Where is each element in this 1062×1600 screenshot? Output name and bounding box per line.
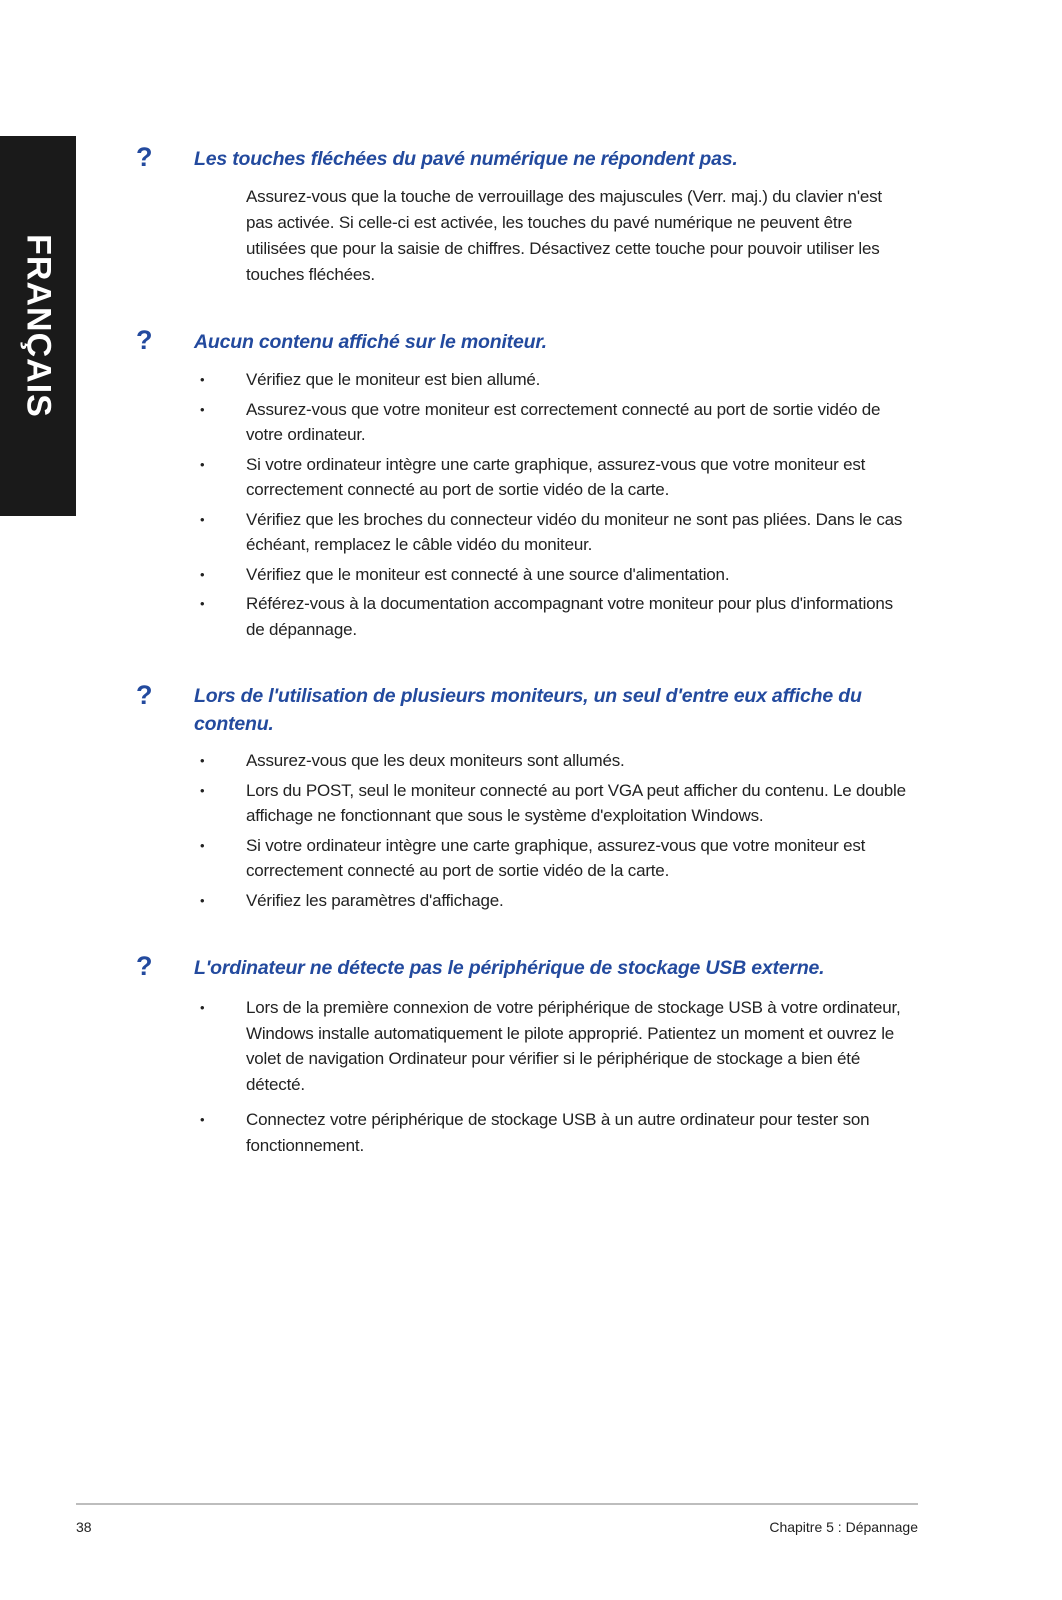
list-item: • Assurez-vous que votre moniteur est correctement connecté au port de sortie vidéo de votre ordinateur. (0, 397, 910, 448)
page-number: 38 (76, 1519, 92, 1535)
bullet-icon: • (200, 837, 205, 853)
list-item: • Lors du POST, seul le moniteur connecté au port VGA peut afficher du contenu. Le double affichage ne fonctionnant que sous le système d'exploitation Windows. (0, 778, 910, 829)
language-tab-label: FRANÇAIS (19, 234, 58, 418)
question-icon: ? (136, 680, 153, 710)
question-icon: ? (136, 142, 153, 172)
footer-divider (76, 1503, 918, 1505)
bullet-icon: • (200, 596, 205, 611)
bullet-icon: • (200, 401, 205, 417)
bullet-icon: • (200, 456, 205, 472)
bullet-icon: • (200, 1112, 205, 1127)
list-item: • Vérifiez que le moniteur est bien allumé. (0, 367, 910, 393)
bullet-icon: • (200, 892, 205, 908)
list-item: • Vérifiez les paramètres d'affichage. (0, 888, 910, 914)
faq-question-title: Les touches fléchées du pavé numérique ne répondent pas. (194, 148, 738, 170)
faq-answer-list (0, 995, 1062, 1168)
faq-answer-list (0, 367, 1062, 646)
bullet-icon: • (200, 753, 205, 768)
faq-answer-list (0, 748, 1062, 917)
bullet-icon: • (200, 372, 205, 387)
question-icon: ? (136, 325, 153, 355)
bullet-icon: • (200, 511, 205, 527)
list-item: • Vérifiez que le moniteur est connecté à une source d'alimentation. (0, 562, 910, 588)
faq-question-title: L'ordinateur ne détecte pas le périphérique de stockage USB externe. (194, 957, 825, 979)
list-item: • Référez-vous à la documentation accompagnant votre moniteur pour plus d'informations de dépannage. (0, 591, 910, 642)
bullet-icon: • (200, 566, 205, 582)
bullet-icon: • (200, 782, 205, 798)
list-item: • Assurez-vous que les deux moniteurs sont allumés. (0, 748, 910, 774)
list-item: • Vérifiez que les broches du connecteur vidéo du moniteur ne sont pas pliées. Dans le cas échéant, remplacez le câble vidéo du moniteur. (0, 507, 910, 558)
chapter-label: Chapitre 5 : Dépannage (769, 1519, 918, 1535)
question-icon: ? (136, 951, 153, 981)
faq-answer-paragraph: Assurez-vous que la touche de verrouillage des majuscules (Verr. maj.) du clavier n'est pas activée. Si celle-ci est activée, les touches du pavé numérique ne peuvent être utilisées que pour la saisie de chiffres. Désactivez cette touche pour pouvoir utiliser les touches fléchées. (246, 187, 882, 284)
bullet-icon: • (200, 1000, 205, 1015)
list-item: • Si votre ordinateur intègre une carte graphique, assurez-vous que votre moniteur est correctement connecté au port de sortie vidéo de la carte. (0, 452, 910, 503)
list-item: • Lors de la première connexion de votre périphérique de stockage USB à votre ordinateur, Windows installe automatiquement le pilote approprié. Patientez un moment et ouvrez le volet de navigation Ordinateur pour vérifier si le périphérique de stockage a bien été détecté. (0, 995, 910, 1097)
list-item: • Connectez votre périphérique de stockage USB à un autre ordinateur pour tester son fonctionnement. (0, 1107, 910, 1158)
faq-question-title: Aucun contenu affiché sur le moniteur. (194, 331, 547, 353)
list-item: • Si votre ordinateur intègre une carte graphique, assurez-vous que votre moniteur est correctement connecté au port de sortie vidéo de la carte. (0, 833, 910, 884)
faq-question-title: Lors de l'utilisation de plusieurs moniteurs, un seul d'entre eux affiche du contenu. (194, 685, 862, 735)
